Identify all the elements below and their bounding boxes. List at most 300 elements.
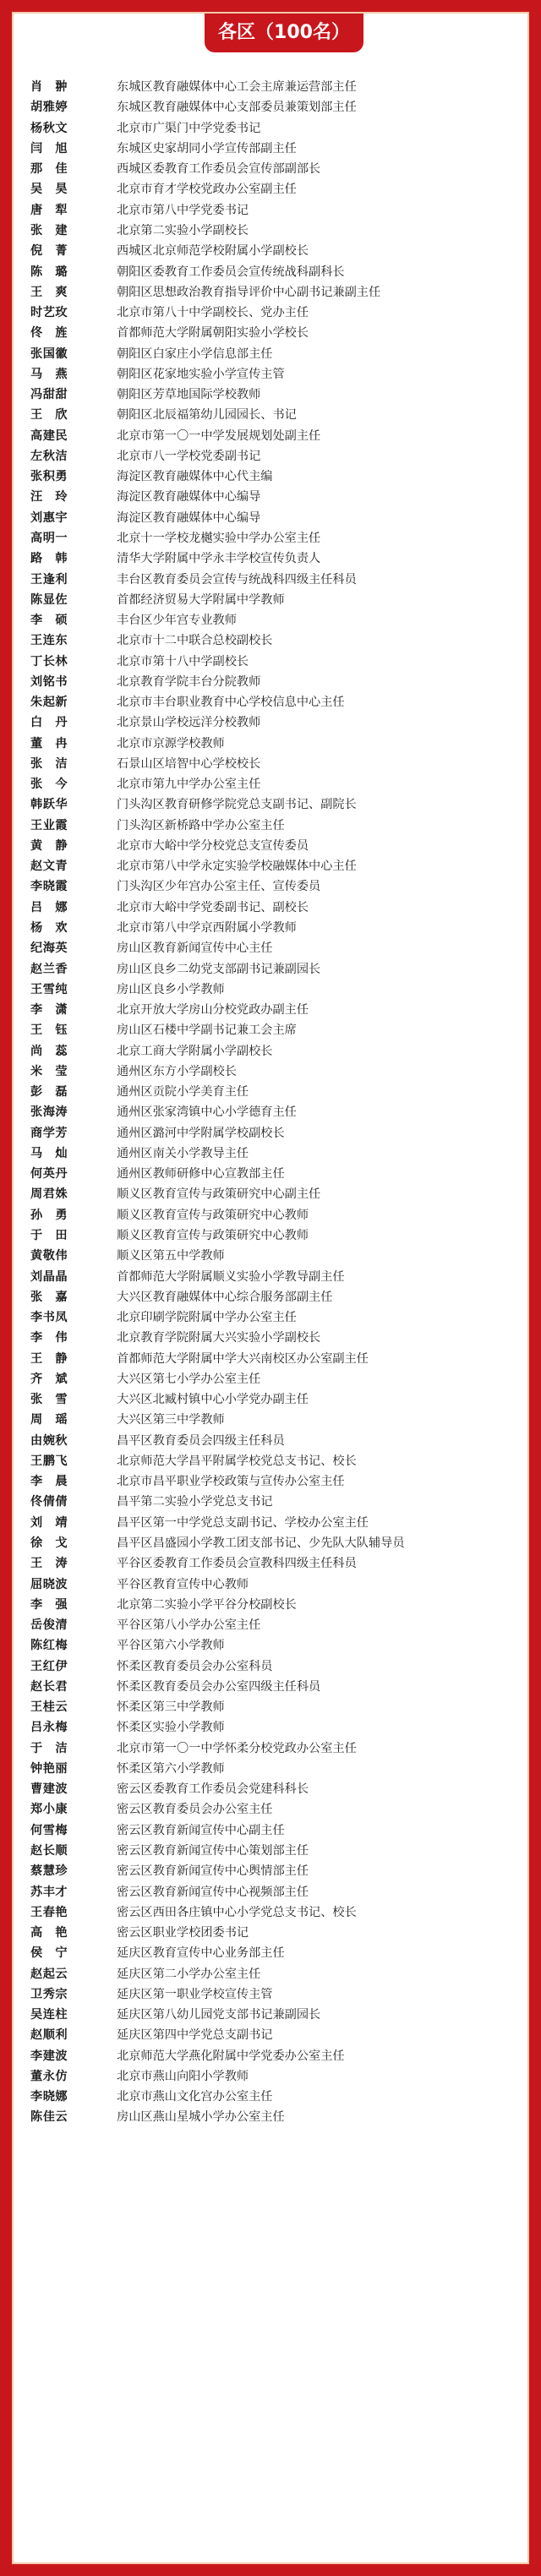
- list-item: [30, 527, 521, 548]
- person-title: 首都经济贸易大学附属中学教师: [117, 592, 285, 607]
- list-item: [30, 342, 521, 363]
- list-item: [30, 1738, 521, 1758]
- person-title: 延庆区第二小学办公室主任: [117, 1967, 261, 1981]
- list-item: [30, 1286, 521, 1307]
- person-name: 张积勇: [30, 470, 68, 484]
- person-name: 于 田: [30, 1229, 68, 1242]
- person-name: 陈 璐: [30, 265, 68, 279]
- person-title: 北京市燕山向阳小学教师: [117, 2069, 249, 2083]
- person-title: 密云区西田各庄镇中心小学党总支书记、校长: [117, 1905, 357, 1919]
- list-item: [30, 1019, 521, 1040]
- person-name: 白 丹: [30, 716, 68, 730]
- list-item: [30, 1840, 521, 1860]
- person-name: 李 强: [30, 1597, 68, 1612]
- person-name: 韩跃华: [30, 798, 68, 812]
- person-name: 吕 娜: [30, 900, 68, 914]
- list-item: [30, 876, 521, 896]
- person-title: 北京市育才学校党政办公室副主任: [117, 183, 297, 197]
- list-item: [30, 466, 521, 486]
- person-name: 周君姝: [30, 1187, 68, 1202]
- person-name: 吴连柱: [30, 2008, 68, 2022]
- list-item: [30, 1614, 521, 1635]
- list-item: [30, 1778, 521, 1798]
- list-item: [30, 404, 521, 424]
- person-name: 陈佳云: [30, 2110, 68, 2125]
- person-title: 北京市第八十中学副校长、党办主任: [117, 306, 309, 320]
- person-name: 李晓霞: [30, 880, 68, 894]
- list-item: [30, 1347, 521, 1367]
- list-item: [30, 158, 521, 178]
- person-name: 卫秀宗: [30, 1987, 68, 2001]
- person-name: 刘晶晶: [30, 1269, 68, 1284]
- person-name: 郑小康: [30, 1803, 68, 1817]
- list-item: [30, 1101, 521, 1122]
- person-name: 张 洁: [30, 756, 68, 771]
- list-item: [30, 1902, 521, 1922]
- list-item: [30, 1962, 521, 1983]
- list-item: [30, 1061, 521, 1081]
- person-title: 大兴区教育融媒体中心综合服务部副主任: [117, 1290, 333, 1304]
- list-item: [30, 507, 521, 527]
- person-title: 通州区南关小学教导主任: [117, 1146, 249, 1160]
- person-name: 张 雪: [30, 1393, 68, 1407]
- person-name: 王 钰: [30, 1023, 68, 1038]
- list-item: [30, 1880, 521, 1901]
- person-title: 北京市第十八中学副校长: [117, 654, 249, 669]
- person-title: 门头沟区教育研修学院党总支副书记、副院长: [117, 798, 357, 812]
- person-name: 屈晓波: [30, 1577, 68, 1591]
- person-title: 北京景山学校远洋分校教师: [117, 716, 261, 730]
- list-item: [30, 1820, 521, 1840]
- list-item: [30, 1409, 521, 1429]
- person-name: 李书凤: [30, 1311, 68, 1325]
- list-item: [30, 138, 521, 158]
- person-title: 北京第二实验小学副校长: [117, 223, 249, 237]
- list-item: [30, 835, 521, 855]
- person-title: 延庆区第一职业学校宣传主管: [117, 1987, 273, 2001]
- list-item: [30, 589, 521, 609]
- person-name: 赵兰香: [30, 962, 68, 976]
- person-name: 纪海英: [30, 941, 68, 956]
- person-name: 杨秋文: [30, 121, 68, 135]
- person-name: 孙 勇: [30, 1208, 68, 1222]
- person-name: 王 爽: [30, 285, 68, 299]
- list-item: [30, 1040, 521, 1060]
- person-title: 怀柔区教育委员会办公室科员: [117, 1659, 273, 1673]
- person-title: 延庆区第八幼儿园党支部书记兼副园长: [117, 2008, 321, 2022]
- person-title: 北京市大峪中学分校党总支宣传委员: [117, 838, 309, 853]
- person-name: 于 洁: [30, 1741, 68, 1755]
- list-item: [30, 1327, 521, 1347]
- person-title: 通州区教师研修中心宣教部主任: [117, 1167, 285, 1182]
- list-item: [30, 1553, 521, 1573]
- person-name: 肖 翀: [30, 80, 68, 95]
- list-item: [30, 1635, 521, 1655]
- person-title: 北京市第一〇一中学发展规划处副主任: [117, 428, 321, 443]
- list-item: [30, 199, 521, 220]
- person-title: 朝阳区委教育工作委员会宣传统战科副科长: [117, 265, 345, 279]
- list-item: [30, 178, 521, 199]
- person-name: 由婉秋: [30, 1433, 68, 1448]
- list-item: [30, 1122, 521, 1143]
- person-title: 北京第二实验小学平谷分校副校长: [117, 1597, 297, 1612]
- list-item: [30, 897, 521, 917]
- person-title: 北京市京源学校教师: [117, 736, 225, 750]
- person-name: 岳俊清: [30, 1618, 68, 1633]
- person-name: 马 燕: [30, 367, 68, 381]
- person-name: 丁长林: [30, 654, 68, 669]
- person-title: 密云区委教育工作委员会党建科科长: [117, 1782, 309, 1797]
- person-title: 顺义区教育宣传与政策研究中心副主任: [117, 1187, 321, 1202]
- person-name: 周 瑶: [30, 1413, 68, 1427]
- person-name: 汪 玲: [30, 490, 68, 505]
- list-item: [30, 1984, 521, 2004]
- person-name: 冯甜甜: [30, 388, 68, 402]
- person-title: 平谷区教育宣传中心教师: [117, 1577, 249, 1591]
- person-name: 那 佳: [30, 162, 68, 177]
- person-title: 首都师范大学附属朝阳实验小学校长: [117, 326, 309, 341]
- person-name: 王雪纯: [30, 982, 68, 996]
- person-title: 怀柔区第三中学教师: [117, 1700, 225, 1715]
- person-title: 朝阳区花家地实验小学宣传主管: [117, 367, 285, 381]
- person-title: 北京市昌平职业学校政策与宣传办公室主任: [117, 1475, 345, 1489]
- person-title: 昌平第二实验小学党总支书记: [117, 1495, 273, 1509]
- person-name: 黄敬伟: [30, 1249, 68, 1263]
- list-item: [30, 568, 521, 588]
- person-title: 密云区职业学校团委书记: [117, 1926, 249, 1940]
- person-title: 北京工商大学附属小学副校长: [117, 1044, 273, 1058]
- list-item: [30, 548, 521, 568]
- person-name: 高 艳: [30, 1926, 68, 1940]
- list-item: [30, 1430, 521, 1450]
- list-item: [30, 1758, 521, 1778]
- person-title: 门头沟区少年宫办公室主任、宣传委员: [117, 880, 321, 894]
- list-item: [30, 650, 521, 670]
- person-name: 张 建: [30, 223, 68, 237]
- person-name: 王 涛: [30, 1557, 68, 1571]
- person-name: 张 今: [30, 778, 68, 792]
- person-title: 首都师范大学附属顺义实验小学教导副主任: [117, 1269, 345, 1284]
- person-name: 时艺玫: [30, 306, 68, 320]
- person-name: 李 潇: [30, 1003, 68, 1018]
- list-item: [30, 1163, 521, 1183]
- list-item: [30, 1922, 521, 1942]
- person-name: 赵长君: [30, 1679, 68, 1694]
- person-name: 赵顺利: [30, 2028, 68, 2043]
- list-item: [30, 2086, 521, 2106]
- list-item: [30, 773, 521, 794]
- person-name: 王红伊: [30, 1659, 68, 1673]
- person-name: 李建波: [30, 2049, 68, 2063]
- person-name: 吕永梅: [30, 1721, 68, 1735]
- person-name: 李 硕: [30, 614, 68, 628]
- person-name: 徐 戈: [30, 1536, 68, 1550]
- list-item: [30, 117, 521, 138]
- person-name: 王 静: [30, 1351, 68, 1366]
- person-name: 左秋洁: [30, 449, 68, 463]
- list-item: [30, 999, 521, 1019]
- list-item: [30, 2004, 521, 2024]
- person-name: 张国徽: [30, 347, 68, 361]
- person-title: 东城区教育融媒体中心支部委员兼策划部主任: [117, 101, 357, 115]
- list-item: [30, 1204, 521, 1225]
- list-item: [30, 1716, 521, 1737]
- person-title: 大兴区北臧村镇中心小学党办副主任: [117, 1393, 309, 1407]
- list-item: [30, 1491, 521, 1511]
- person-title: 房山区良乡二幼党支部副书记兼副园长: [117, 962, 321, 976]
- person-title: 北京市燕山文化宫办公室主任: [117, 2090, 273, 2104]
- person-title: 平谷区第六小学教师: [117, 1639, 225, 1653]
- person-name: 蔡慧珍: [30, 1864, 68, 1879]
- person-title: 昌平区教育委员会四级主任科员: [117, 1433, 285, 1448]
- list-item: [30, 979, 521, 999]
- list-item: [30, 363, 521, 384]
- person-title: 通州区东方小学副校长: [117, 1064, 237, 1078]
- person-title: 延庆区第四中学党总支副书记: [117, 2028, 273, 2043]
- list-item: [30, 260, 521, 281]
- person-title: 密云区教育新闻宣传中心舆情部主任: [117, 1864, 309, 1879]
- list-item: [30, 671, 521, 691]
- list-item: [30, 1183, 521, 1203]
- person-title: 北京市大峪中学党委副书记、副校长: [117, 900, 309, 914]
- person-name: 佟倩倩: [30, 1495, 68, 1509]
- person-name: 曹建波: [30, 1782, 68, 1797]
- person-title: 北京市第八中学京西附属小学教师: [117, 921, 297, 936]
- list-item: [30, 1450, 521, 1471]
- person-name: 齐 斌: [30, 1372, 68, 1386]
- person-name: 朱起新: [30, 696, 68, 710]
- person-title: 通州区贡院小学美育主任: [117, 1085, 249, 1100]
- person-title: 北京教育学院附属大兴实验小学副校长: [117, 1331, 321, 1345]
- person-title: 密云区教育新闻宣传中心副主任: [117, 1823, 285, 1837]
- list-item: [30, 1655, 521, 1675]
- person-name: 米 莹: [30, 1064, 68, 1078]
- list-item: [30, 2106, 521, 2126]
- person-title: 房山区石楼中学副书记兼工会主席: [117, 1023, 297, 1038]
- list-item: [30, 1389, 521, 1409]
- list-item: [30, 384, 521, 404]
- person-name: 侯 宁: [30, 1946, 68, 1961]
- person-title: 朝阳区思想政治教育指导评价中心副书记兼副主任: [117, 285, 381, 299]
- person-title: 延庆区教育宣传中心业务部主任: [117, 1946, 285, 1961]
- person-title: 首都师范大学附属中学大兴南校区办公室副主任: [117, 1351, 369, 1366]
- list-item: [30, 1225, 521, 1245]
- list-item: [30, 1532, 521, 1553]
- person-title: 顺义区教育宣传与政策研究中心教师: [117, 1208, 309, 1222]
- person-title: 北京市十二中联合总校副校长: [117, 634, 273, 648]
- person-name: 王逢利: [30, 572, 68, 587]
- person-name: 何英丹: [30, 1167, 68, 1182]
- person-name: 钟艳丽: [30, 1761, 68, 1776]
- list-item: [30, 240, 521, 260]
- person-name: 李晓娜: [30, 2090, 68, 2104]
- list-item: [30, 220, 521, 240]
- list-item: [30, 733, 521, 753]
- person-name: 胡雅婷: [30, 101, 68, 115]
- list-item: [30, 1307, 521, 1327]
- person-title: 昌平区昌盛园小学教工团支部书记、少先队大队辅导员: [117, 1536, 405, 1550]
- person-title: 北京师范大学燕化附属中学党委办公室主任: [117, 2049, 345, 2063]
- person-name: 张 嘉: [30, 1290, 68, 1304]
- person-name: 王春艳: [30, 1905, 68, 1919]
- person-name: 李 伟: [30, 1331, 68, 1345]
- person-title: 朝阳区芳草地国际学校教师: [117, 388, 261, 402]
- list-item: [30, 1245, 521, 1265]
- list-item: [30, 2045, 521, 2066]
- list-item: [30, 1512, 521, 1532]
- person-name: 商学芳: [30, 1126, 68, 1140]
- section-title: 各区（100名）: [205, 14, 363, 52]
- list-item: [30, 815, 521, 835]
- person-name: 王鹏飞: [30, 1454, 68, 1468]
- list-item: [30, 96, 521, 117]
- list-item: [30, 753, 521, 773]
- person-title: 北京市第八中学永定实验学校融媒体中心主任: [117, 860, 357, 874]
- person-name: 杨 欢: [30, 921, 68, 936]
- list-item: [30, 1143, 521, 1163]
- person-title: 北京市第八中学党委书记: [117, 203, 249, 217]
- person-title: 北京市广渠门中学党委书记: [117, 121, 261, 135]
- list-item: [30, 1860, 521, 1880]
- person-title: 顺义区第五中学教师: [117, 1249, 225, 1263]
- person-name: 董永仿: [30, 2069, 68, 2083]
- list-item: [30, 1696, 521, 1716]
- person-name: 尚 蕊: [30, 1044, 68, 1058]
- person-title: 朝阳区白家庄小学信息部主任: [117, 347, 273, 361]
- person-name: 高明一: [30, 531, 68, 545]
- person-title: 密云区教育新闻宣传中心视频部主任: [117, 1885, 309, 1899]
- list-item: [30, 302, 521, 322]
- person-name: 黄 静: [30, 838, 68, 853]
- list-item: [30, 630, 521, 650]
- person-title: 北京印刷学院附属中学办公室主任: [117, 1311, 297, 1325]
- person-title: 海淀区教育融媒体中心代主编: [117, 470, 273, 484]
- person-title: 丰台区少年宫专业教师: [117, 614, 237, 628]
- person-name: 王桂云: [30, 1700, 68, 1715]
- person-title: 大兴区第七小学办公室主任: [117, 1372, 261, 1386]
- person-title: 怀柔区教育委员会办公室四级主任科员: [117, 1679, 321, 1694]
- person-title: 东城区史家胡同小学宣传部副主任: [117, 141, 297, 156]
- person-title: 平谷区第八小学办公室主任: [117, 1618, 261, 1633]
- person-title: 北京开放大学房山分校党政办副主任: [117, 1003, 309, 1018]
- person-title: 海淀区教育融媒体中心编导: [117, 510, 261, 525]
- person-title: 丰台区教育委员会宣传与统战科四级主任科员: [117, 572, 357, 587]
- person-title: 西城区委教育工作委员会宣传部副部长: [117, 162, 321, 177]
- person-title: 房山区良乡小学教师: [117, 982, 225, 996]
- list-item: [30, 1081, 521, 1101]
- list-item: [30, 425, 521, 445]
- person-title: 密云区教育新闻宣传中心策划部主任: [117, 1843, 309, 1858]
- person-name: 王连东: [30, 634, 68, 648]
- person-name: 闫 旭: [30, 141, 68, 156]
- list-item: [30, 76, 521, 96]
- list-item: [30, 1471, 521, 1491]
- person-title: 海淀区教育融媒体中心编导: [117, 490, 261, 505]
- person-name: 王 欣: [30, 408, 68, 423]
- person-name: 苏丰才: [30, 1885, 68, 1899]
- person-title: 清华大学附属中学永丰学校宣传负责人: [117, 552, 321, 566]
- person-title: 通州区张家湾镇中心小学德育主任: [117, 1105, 297, 1120]
- person-name: 路 韩: [30, 552, 68, 566]
- person-name: 佟 旌: [30, 326, 68, 341]
- person-name: 倪 菁: [30, 244, 68, 259]
- person-name: 唐 犁: [30, 203, 68, 217]
- person-title: 北京市第一〇一中学怀柔分校党政办公室主任: [117, 1741, 357, 1755]
- person-title: 房山区教育新闻宣传中心主任: [117, 941, 273, 956]
- list-item: [30, 855, 521, 876]
- list-item: [30, 1368, 521, 1389]
- person-name: 吴 昊: [30, 183, 68, 197]
- person-title: 北京十一学校龙樾实验中学办公室主任: [117, 531, 321, 545]
- list-item: [30, 958, 521, 978]
- person-name: 陈红梅: [30, 1639, 68, 1653]
- person-title: 北京教育学院丰台分院教师: [117, 674, 261, 689]
- list-item: [30, 1265, 521, 1285]
- person-title: 北京市丰台职业教育中心学校信息中心主任: [117, 696, 345, 710]
- list-item: [30, 691, 521, 712]
- list-item: [30, 1676, 521, 1696]
- person-name: 刘铭书: [30, 674, 68, 689]
- person-title: 北京市第九中学办公室主任: [117, 778, 261, 792]
- person-title: 北京市八一学校党委副书记: [117, 449, 261, 463]
- person-title: 石景山区培智中心学校校长: [117, 756, 261, 771]
- list-item: [30, 1594, 521, 1614]
- person-title: 平谷区委教育工作委员会宣教科四级主任科员: [117, 1557, 357, 1571]
- person-name: 高建民: [30, 428, 68, 443]
- person-name: 赵长顺: [30, 1843, 68, 1858]
- list-item: [30, 937, 521, 958]
- person-title: 通州区潞河中学附属学校副校长: [117, 1126, 285, 1140]
- person-name: 董 冉: [30, 736, 68, 750]
- person-title: 顺义区教育宣传与政策研究中心教师: [117, 1229, 309, 1242]
- person-title: 朝阳区北辰福第幼儿园园长、书记: [117, 408, 297, 423]
- list-item: [30, 609, 521, 630]
- honoree-list: [30, 76, 521, 2127]
- person-name: 何雪梅: [30, 1823, 68, 1837]
- person-name: 彭 磊: [30, 1085, 68, 1100]
- person-title: 怀柔区第六小学教师: [117, 1761, 225, 1776]
- person-title: 昌平区第一中学党总支副书记、学校办公室主任: [117, 1515, 369, 1530]
- list-item: [30, 712, 521, 732]
- person-name: 陈显佐: [30, 592, 68, 607]
- person-name: 赵起云: [30, 1967, 68, 1981]
- person-title: 大兴区第三中学教师: [117, 1413, 225, 1427]
- list-item: [30, 445, 521, 466]
- person-title: 北京师范大学昌平附属学校党总支书记、校长: [117, 1454, 357, 1468]
- person-name: 刘惠宇: [30, 510, 68, 525]
- person-name: 赵文青: [30, 860, 68, 874]
- list-item: [30, 794, 521, 814]
- person-title: 房山区燕山星城小学办公室主任: [117, 2110, 285, 2125]
- list-item: [30, 2066, 521, 2086]
- person-title: 怀柔区实验小学教师: [117, 1721, 225, 1735]
- list-item: [30, 1573, 521, 1593]
- person-name: 刘 靖: [30, 1515, 68, 1530]
- person-name: 李 晨: [30, 1475, 68, 1489]
- list-item: [30, 2024, 521, 2044]
- person-title: 密云区教育委员会办公室主任: [117, 1803, 273, 1817]
- list-item: [30, 1942, 521, 1962]
- person-name: 王业霞: [30, 818, 68, 832]
- person-title: 东城区教育融媒体中心工会主席兼运营部主任: [117, 80, 357, 95]
- list-panel: [12, 12, 529, 2564]
- person-name: 张海涛: [30, 1105, 68, 1120]
- list-item: [30, 917, 521, 937]
- person-title: 西城区北京师范学校附属小学副校长: [117, 244, 309, 259]
- list-item: [30, 1798, 521, 1819]
- list-item: [30, 322, 521, 342]
- list-item: [30, 486, 521, 506]
